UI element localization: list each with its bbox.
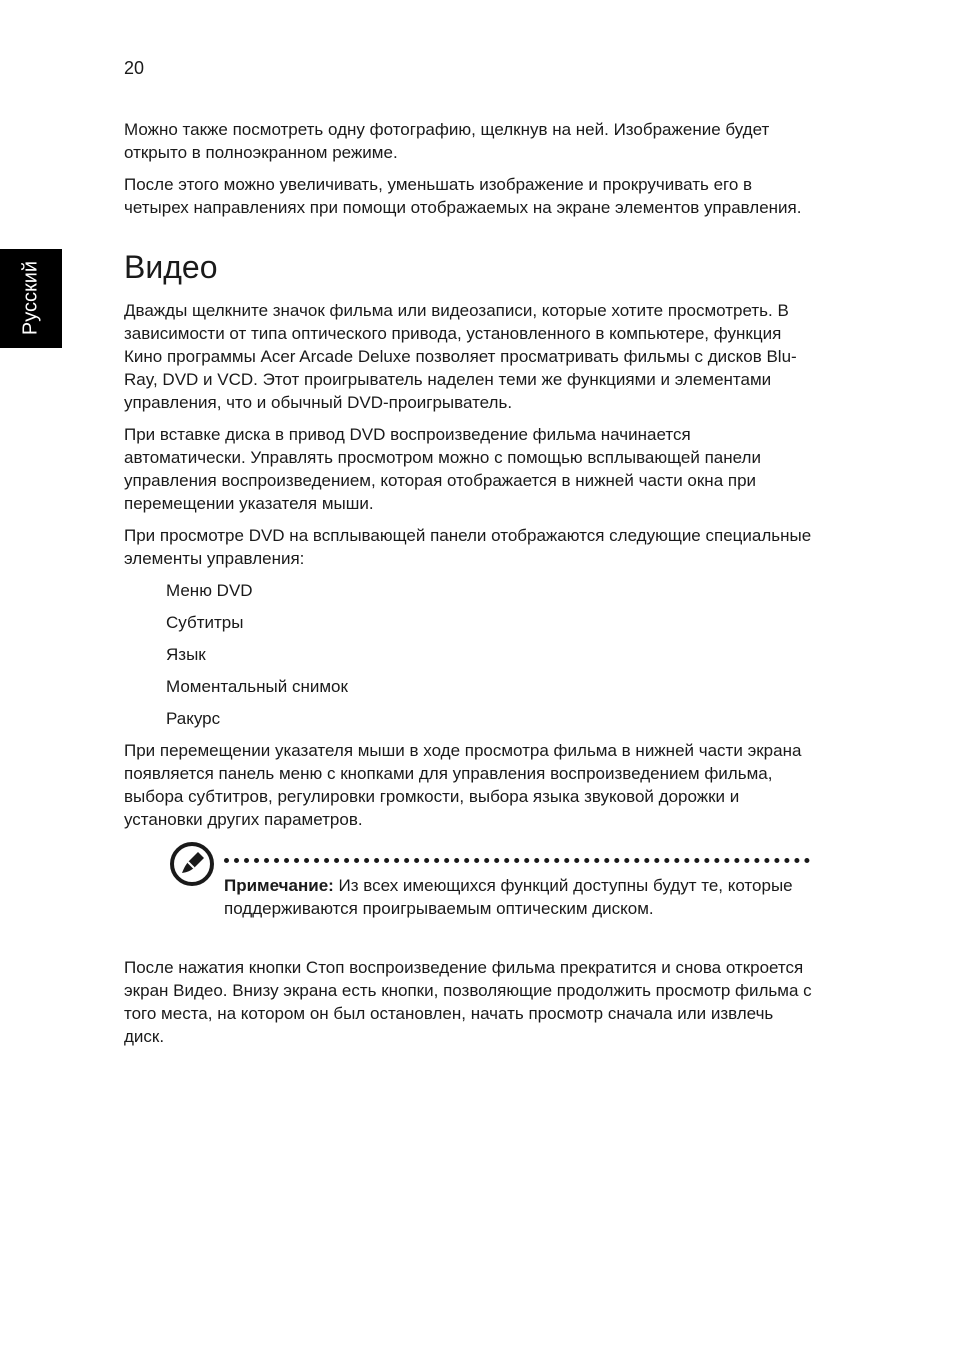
list-item: Язык bbox=[166, 645, 206, 664]
note-body: Из всех имеющихся функций доступны будут те, которые поддерживаются проигрываемым оптическим диском. bbox=[224, 876, 793, 918]
note-dotted-rule bbox=[224, 858, 810, 863]
video-paragraph: При вставке диска в привод DVD воспроизведение фильма начинается автоматически. Управлять просмотром можно с помощью всплывающей панели управления воспроизведением, которая отображается в нижней части окна при перемещении указателя мыши. bbox=[124, 425, 761, 513]
list-item: Ракурс bbox=[166, 709, 221, 728]
note-label: Примечание: bbox=[224, 876, 334, 895]
note-text bbox=[224, 874, 810, 920]
intro-paragraph: Можно также посмотреть одну фотографию, щелкнув на ней. Изображение будет открыто в полноэкранном режиме. bbox=[124, 120, 770, 162]
list-item: Меню DVD bbox=[166, 581, 253, 600]
intro-paragraph: После этого можно увеличивать, уменьшать изображение и прокручивать его в четырех направлениях при помощи отображаемых на экране элементов управления. bbox=[124, 175, 802, 217]
page-number: 20 bbox=[124, 58, 145, 78]
video-paragraph: При просмотре DVD на всплывающей панели отображаются следующие специальные элементы управления: bbox=[124, 526, 812, 568]
closing-paragraph: После нажатия кнопки Стоп воспроизведение фильма прекратится и снова откроется экран Видео. Внизу экрана есть кнопки, позволяющие продолжить просмотр фильма с того места, на котором он был остановлен, начать просмотр сначала или извлечь диск. bbox=[124, 958, 812, 1046]
list-item: Субтитры bbox=[166, 613, 244, 632]
controls-list bbox=[124, 579, 814, 730]
language-side-tab-label: Русский bbox=[19, 260, 42, 336]
menu-paragraph: При перемещении указателя мыши в ходе просмотра фильма в нижней части экрана появляется панель меню с кнопками для управления воспроизведением фильма, выбора субтитров, регулировки громкости, выбора языка звуковой дорожки и установки других параметров. bbox=[124, 741, 802, 829]
language-side-tab bbox=[0, 249, 62, 348]
note-block bbox=[124, 840, 814, 926]
list-item: Моментальный снимок bbox=[166, 677, 348, 696]
section-heading-video: Видео bbox=[124, 249, 218, 285]
page-content bbox=[124, 118, 814, 1057]
note-pen-icon bbox=[168, 840, 216, 888]
video-paragraph: Дважды щелкните значок фильма или видеозаписи, которые хотите просмотреть. В зависимости от типа оптического привода, установленного в компьютере, функция Кино программы Acer Arcade Deluxe позволяет просматривать фильмы с дисков Blu-Ray, DVD и VCD. Этот проигрыватель наделен теми же функциями и элементами управления, что и обычный DVD-проигрыватель. bbox=[124, 301, 797, 412]
